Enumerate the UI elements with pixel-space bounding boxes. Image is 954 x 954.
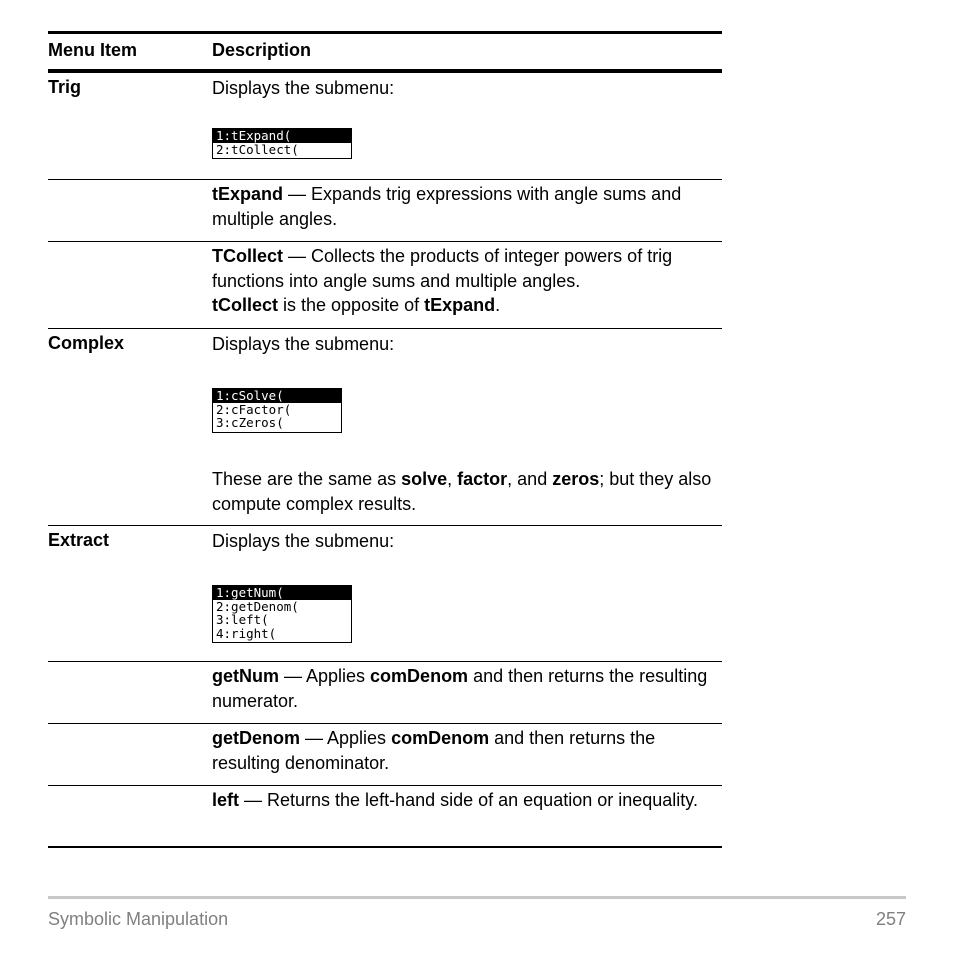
extract-submenu-screen — [212, 585, 352, 643]
table-row-complex — [48, 329, 722, 526]
table-row-trig — [48, 73, 722, 180]
item-label-extract: Extract — [48, 530, 110, 550]
term: tCollect — [212, 295, 279, 315]
page-number: 257 — [875, 909, 906, 929]
tcollect-description — [212, 244, 712, 318]
table-header — [48, 34, 722, 73]
text: ; but they also compute complex results. — [212, 469, 712, 514]
lcd-line: 2:getDenom( — [216, 598, 299, 614]
text: and then returns the resulting denominator. — [212, 728, 656, 773]
lcd-line: 1:getNum( — [213, 586, 351, 600]
text: — Collects the products of integer powers of trig functions into angle sums and multiple angles. — [212, 246, 673, 291]
lcd-line: 3:cZeros( — [216, 415, 284, 430]
texpand-description — [212, 182, 712, 231]
left-description — [212, 788, 712, 813]
text: . — [495, 295, 501, 315]
complex-submenu-screen — [212, 388, 342, 433]
text: — Applies — [300, 728, 392, 748]
table-row-left — [48, 786, 722, 848]
footer-section-title: Symbolic Manipulation — [48, 909, 229, 929]
header-description: Description — [212, 40, 312, 60]
complex-intro: Displays the submenu: — [212, 334, 395, 354]
term: solve — [401, 469, 448, 489]
lcd-line: 2:tCollect( — [216, 141, 299, 157]
term: tExpand — [212, 184, 284, 204]
table-row-getdenom — [48, 724, 722, 786]
text: , and — [507, 469, 553, 489]
item-label-complex: Complex — [48, 333, 125, 353]
lcd-line: 1:tExpand( — [213, 129, 351, 143]
extract-intro: Displays the submenu: — [212, 531, 395, 551]
table-row-getnum — [48, 662, 722, 724]
term: zeros — [552, 469, 600, 489]
lcd-line: 2:cFactor( — [216, 401, 292, 417]
getdenom-description — [212, 726, 712, 775]
text: — Applies — [279, 666, 371, 686]
header-menu-item: Menu Item — [48, 40, 138, 60]
lcd-line: 3:left( — [216, 612, 269, 627]
text: is the opposite of — [278, 295, 425, 315]
term: comDenom — [370, 666, 469, 686]
text: and then returns the resulting numerator. — [212, 666, 708, 711]
text: — Expands trig expressions with angle sums and multiple angles. — [212, 184, 682, 229]
table-row-extract — [48, 526, 722, 662]
text: — Returns the left-hand side of an equation or inequality. — [239, 790, 698, 810]
term: comDenom — [391, 728, 490, 748]
complex-note — [212, 467, 712, 516]
lcd-line: 1:cSolve( — [213, 389, 341, 403]
term: left — [212, 790, 239, 810]
text: These are the same as — [212, 469, 402, 489]
menu-table — [48, 31, 722, 848]
table-row-tcollect — [48, 242, 722, 329]
lcd-line: 4:right( — [216, 625, 277, 641]
term: factor — [457, 469, 508, 489]
getnum-description — [212, 664, 712, 713]
trig-submenu-screen — [212, 128, 352, 159]
term: getNum — [212, 666, 279, 686]
text: , — [447, 469, 458, 489]
footer-rule — [48, 896, 906, 899]
term: getDenom — [212, 728, 301, 748]
term: TCollect — [212, 246, 284, 266]
trig-intro: Displays the submenu: — [212, 78, 395, 98]
item-label-trig: Trig — [48, 77, 82, 97]
term: tExpand — [424, 295, 496, 315]
table-row-texpand — [48, 180, 722, 242]
